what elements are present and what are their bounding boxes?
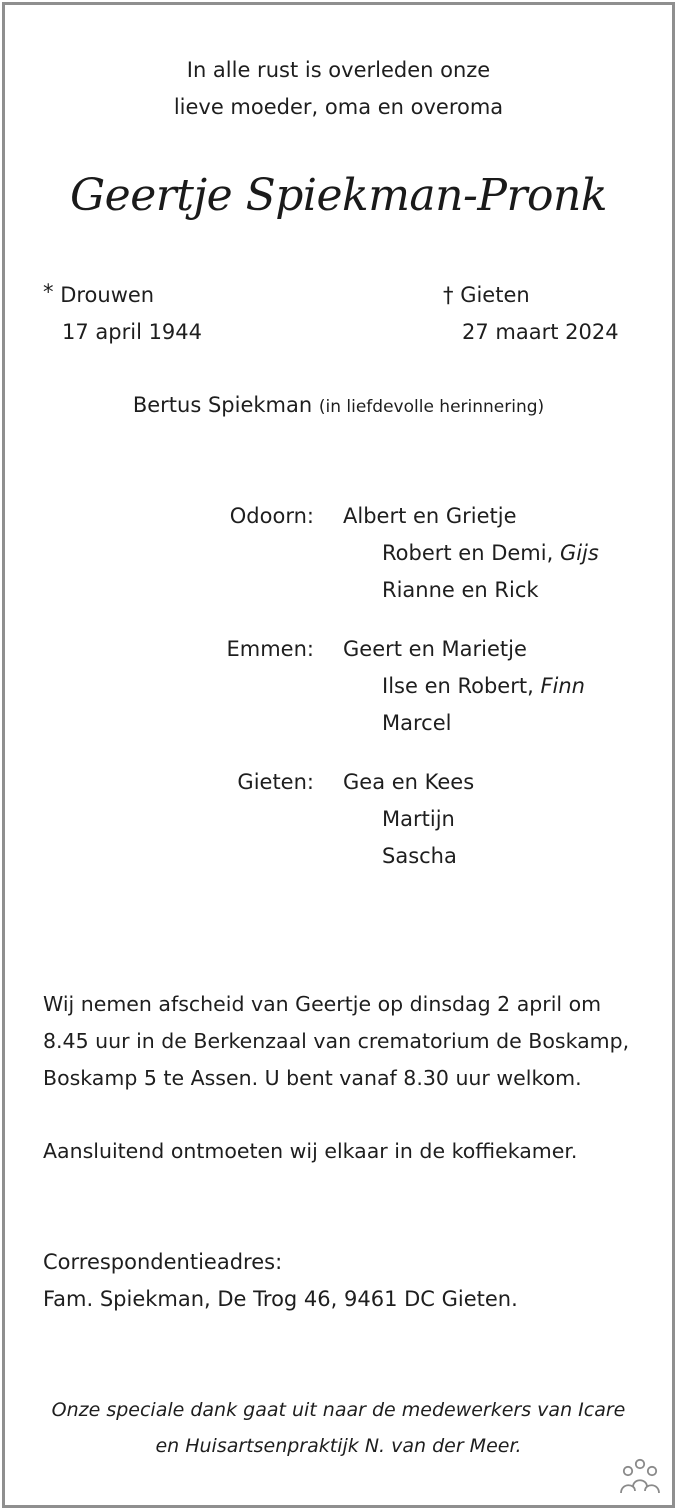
birth-date: 17 april 1944: [62, 320, 203, 344]
birth-place: Drouwen: [60, 283, 155, 307]
family-child: [382, 711, 451, 735]
thanks-line-2: en Huisartsenpraktijk N. van der Meer.: [155, 1435, 522, 1457]
farewell-after: Aansluitend ontmoeten wij elkaar in de koffiekamer.: [43, 1139, 578, 1163]
grandchild-name: Finn: [540, 674, 585, 698]
family-child-text: Martijn: [382, 807, 455, 831]
deceased-name: Geertje Spiekman-Pronk: [70, 170, 607, 221]
family-people-icon: [618, 1457, 662, 1497]
grandchild-name: Gijs: [559, 541, 599, 565]
thanks-line-1: Onze speciale dank gaat uit naar de medewerkers van Icare: [51, 1399, 626, 1421]
farewell-line: 8.45 uur in de Berkenzaal van crematorium de Boskamp,: [43, 1029, 630, 1053]
spouse-note: (in liefdevolle herinnering): [318, 397, 545, 417]
family-child-text: Marcel: [382, 711, 452, 735]
death-symbol: †: [443, 283, 454, 307]
intro-line-1: In alle rust is overleden onze: [186, 58, 491, 82]
family-child: [382, 674, 585, 698]
family-place: Emmen:: [226, 637, 314, 661]
page-border: [2, 2, 675, 1508]
family-child: [382, 578, 539, 602]
family-child-text: Sascha: [382, 844, 457, 868]
spouse-line: [0, 393, 677, 419]
family-place: Odoorn:: [229, 504, 314, 528]
death-line: [443, 283, 530, 307]
farewell-line: Wij nemen afscheid van Geertje op dinsdag 2 april om: [43, 992, 602, 1016]
death-date: 27 maart 2024: [462, 320, 619, 344]
family-place: Gieten:: [237, 770, 314, 794]
family-child: [382, 807, 455, 831]
family-couple: Geert en Marietje: [343, 637, 527, 661]
correspondence-label: Correspondentieadres:: [43, 1250, 283, 1274]
correspondence-address: Fam. Spiekman, De Trog 46, 9461 DC Gieten.: [43, 1287, 518, 1311]
family-couple: Gea en Kees: [343, 770, 475, 794]
family-child: [382, 844, 457, 868]
family-child: [382, 541, 599, 565]
farewell-line: Boskamp 5 te Assen. U bent vanaf 8.30 uur welkom.: [43, 1066, 582, 1090]
family-couple: Albert en Grietje: [343, 504, 517, 528]
birth-symbol: *: [43, 280, 54, 304]
family-child-text: Ilse en Robert,: [382, 674, 534, 698]
family-child-text: Robert en Demi,: [382, 541, 554, 565]
death-place: Gieten: [460, 283, 530, 307]
family-child-text: Rianne en Rick: [382, 578, 539, 602]
spouse-name: Bertus Spiekman: [132, 393, 313, 417]
intro-line-2: lieve moeder, oma en overoma: [173, 95, 504, 119]
birth-line: [43, 280, 155, 307]
